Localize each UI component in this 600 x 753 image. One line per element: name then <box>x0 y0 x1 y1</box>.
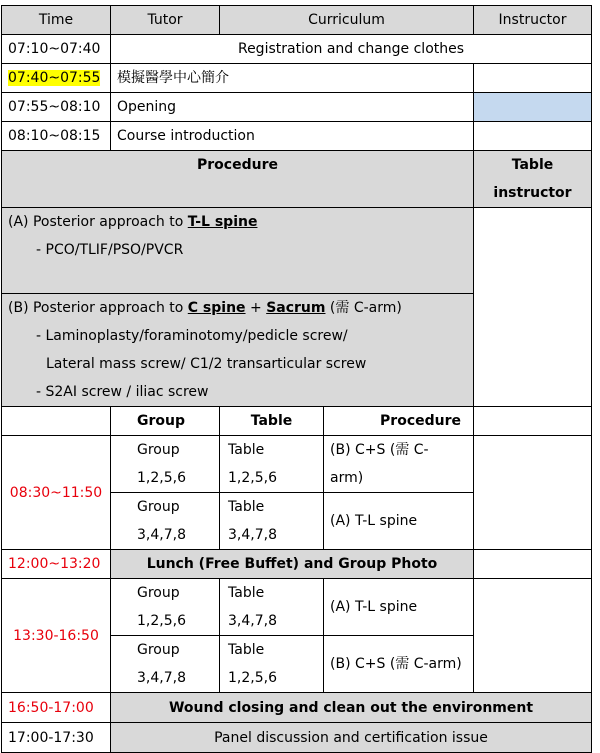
activity-cell: Course introduction <box>111 122 474 151</box>
session1-time: 08:30~11:50 <box>2 436 111 550</box>
table-numbers: 1,2,5,6 <box>228 470 277 486</box>
header-tutor: Tutor <box>111 6 220 35</box>
time-cell: 07:55~08:10 <box>2 93 111 122</box>
table-instructor-header <box>474 151 592 208</box>
header-instructor: Instructor <box>474 6 592 35</box>
group-numbers: 3,4,7,8 <box>137 670 186 686</box>
table-instructor-line2: instructor <box>493 185 572 201</box>
section-a-title <box>8 208 467 236</box>
instructor-cell <box>474 93 592 122</box>
group-label: Group <box>137 642 180 658</box>
schedule-row <box>2 64 592 93</box>
table-label: Table <box>228 642 265 658</box>
procedure-header-row <box>2 151 592 208</box>
section-b-prefix: (B) Posterior approach to <box>8 300 188 316</box>
table-cell <box>220 493 324 550</box>
section-a-item: - PCO/TLIF/PSO/PVCR <box>36 242 184 258</box>
schedule-table <box>1 5 592 753</box>
section-b-item: Lateral mass screw/ C1/2 transarticular screw <box>46 356 367 372</box>
header-time: Time <box>2 6 111 35</box>
panel-row <box>2 723 592 753</box>
section-b-title <box>8 294 467 322</box>
section-b-plus: + <box>245 300 267 316</box>
wound-row <box>2 693 592 723</box>
procedure-line2: arm) <box>330 470 364 486</box>
group-label: Group <box>137 585 180 601</box>
group-numbers: 1,2,5,6 <box>137 613 186 629</box>
table-cell <box>220 579 324 636</box>
table-instructor-cell <box>474 208 592 407</box>
lunch-time: 12:00~13:20 <box>2 550 111 579</box>
procedure-col-header: Procedure <box>324 407 474 436</box>
section-b-item: - Laminoplasty/foraminotomy/pedicle screw/ <box>36 328 348 344</box>
group-cell <box>111 579 220 636</box>
group-header-row <box>2 407 592 436</box>
time-cell: 08:10~08:15 <box>2 122 111 151</box>
instructor-cell <box>474 550 592 579</box>
table-header: Table <box>220 407 324 436</box>
instructor-cell <box>474 122 592 151</box>
procedure-cell: (A) T-L spine <box>324 493 474 550</box>
section-a-emph: T-L spine <box>187 214 258 230</box>
instructor-cell <box>474 579 592 693</box>
section-a-prefix: (A) Posterior approach to <box>8 214 188 230</box>
group-numbers: 1,2,5,6 <box>137 470 186 486</box>
procedure-line1: (B) C+S (需 C- <box>330 442 429 458</box>
schedule-row <box>2 122 592 151</box>
group-cell <box>111 636 220 693</box>
session1-row <box>2 436 592 493</box>
wound-time: 16:50-17:00 <box>2 693 111 723</box>
table-label: Table <box>228 499 265 515</box>
group-cell <box>111 493 220 550</box>
table-numbers: 3,4,7,8 <box>228 527 277 543</box>
instructor-cell <box>474 64 592 93</box>
group-numbers: 3,4,7,8 <box>137 527 186 543</box>
group-cell <box>111 436 220 493</box>
schedule-row <box>2 35 592 64</box>
time-cell: 07:10~07:40 <box>2 35 111 64</box>
table-cell <box>220 636 324 693</box>
panel-time: 17:00-17:30 <box>2 723 111 753</box>
section-b-emph-sacrum: Sacrum <box>266 300 326 316</box>
table-numbers: 3,4,7,8 <box>228 613 277 629</box>
activity-cell: Registration and change clothes <box>111 35 592 64</box>
section-b-emph-c-spine: C spine <box>187 300 246 316</box>
section-a <box>2 208 474 294</box>
activity-cell: 模擬醫學中心簡介 <box>111 64 474 93</box>
time-cell <box>2 64 111 93</box>
section-b-item: - S2AI screw / iliac screw <box>36 384 209 400</box>
activity-cell: Opening <box>111 93 474 122</box>
schedule-row <box>2 93 592 122</box>
lunch-text: Lunch (Free Buffet) and Group Photo <box>111 550 474 579</box>
instructor-cell <box>474 407 592 436</box>
group-label: Group <box>137 442 180 458</box>
table-instructor-line1: Table <box>511 157 554 173</box>
wound-text: Wound closing and clean out the environment <box>111 693 592 723</box>
procedure-cell <box>324 436 474 493</box>
panel-text: Panel discussion and certification issue <box>111 723 592 753</box>
table-label: Table <box>228 585 265 601</box>
procedure-cell: (A) T-L spine <box>324 579 474 636</box>
time-highlight: 07:40~07:55 <box>8 70 101 86</box>
section-b-suffix: (需 C-arm) <box>325 300 402 316</box>
instructor-cell <box>474 436 592 550</box>
group-label: Group <box>137 499 180 515</box>
section-b <box>2 294 474 407</box>
table-label: Table <box>228 442 265 458</box>
header-row <box>2 6 592 35</box>
session2-row <box>2 579 592 636</box>
table-cell <box>220 436 324 493</box>
section-a-row <box>2 208 592 294</box>
procedure-header: Procedure <box>2 151 474 208</box>
procedure-cell: (B) C+S (需 C-arm) <box>324 636 474 693</box>
lunch-row <box>2 550 592 579</box>
group-header-blank <box>2 407 111 436</box>
group-header: Group <box>111 407 220 436</box>
table-numbers: 1,2,5,6 <box>228 670 277 686</box>
session2-time: 13:30-16:50 <box>2 579 111 693</box>
header-curriculum: Curriculum <box>220 6 474 35</box>
